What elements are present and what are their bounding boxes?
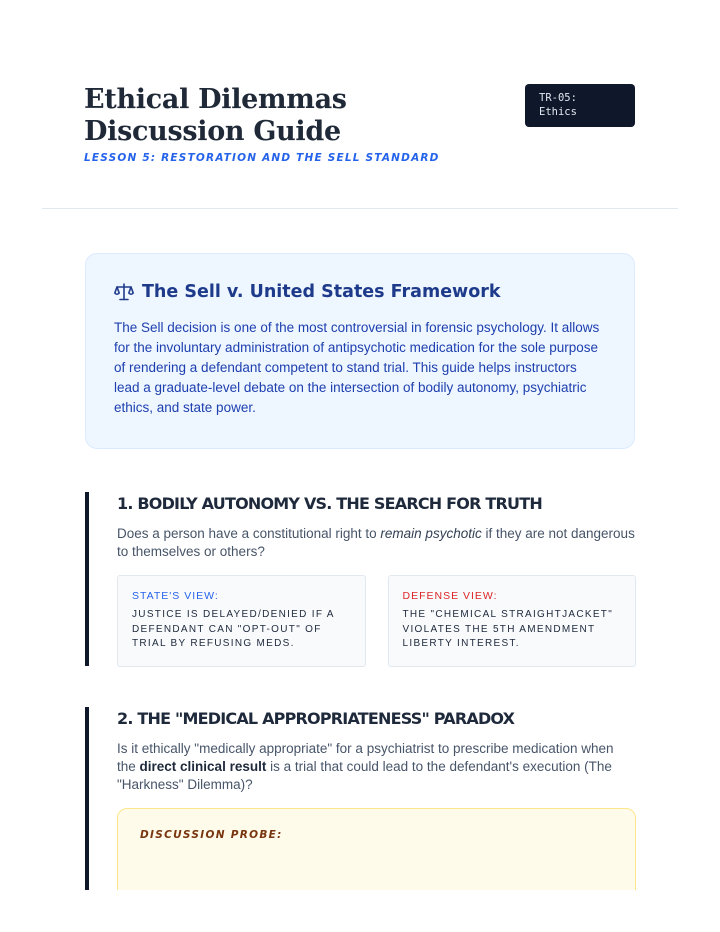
section-heading: 1. BODILY AUTONOMY VS. THE SEARCH FOR TRUTH <box>117 494 542 513</box>
discussion-probe-box <box>117 808 636 890</box>
section-medical-appropriateness <box>85 707 636 890</box>
section-question <box>117 740 636 794</box>
course-code-line2: Ethics <box>539 106 577 118</box>
question-emphasis: remain psychotic <box>380 526 482 541</box>
question-text: Does a person have a constitutional right to <box>117 526 381 541</box>
page-title: Ethical Dilemmas Discussion Guide <box>84 84 347 147</box>
discussion-probe-label: DISCUSSION PROBE: <box>140 829 283 841</box>
intro-body: The Sell decision is one of the most controversial in forensic psychology. It allows for the involuntary administration of antipsychotic medication for the sole purpose of rendering a defendant competent to stand trial. This guide helps instructors lead a graduate-level debate on the intersection of bodily autonomy, psychiatric ethics, and state power. <box>114 320 600 415</box>
lesson-subtitle: LESSON 5: RESTORATION AND THE SELL STANDARD <box>84 152 440 164</box>
defense-view-label: DEFENSE VIEW: <box>402 590 498 602</box>
state-view-text: JUSTICE IS DELAYED/DENIED IF A DEFENDANT CAN "OPT-OUT" OF TRIAL BY REFUSING MEDS. <box>132 609 335 649</box>
header-divider <box>42 208 678 209</box>
question-text: is a trial that could lead to the defendant's execution (The "Harkness" Dilemma)? <box>117 759 612 792</box>
state-view-card <box>117 575 366 667</box>
section-heading: 2. THE "MEDICAL APPROPRIATENESS" PARADOX <box>117 709 515 728</box>
section-bodily-autonomy <box>85 492 636 666</box>
question-text: Is it ethically "medically appropriate" for a psychiatrist to prescribe medication when the <box>117 741 614 774</box>
course-code-badge <box>525 84 635 127</box>
defense-view-text: THE "CHEMICAL STRAIGHTJACKET" VIOLATES THE 5TH AMENDMENT LIBERTY INTEREST. <box>402 609 614 649</box>
intro-callout <box>85 253 635 449</box>
scales-icon <box>114 283 134 301</box>
course-code-line1: TR-05: <box>539 92 577 104</box>
intro-heading <box>114 282 606 302</box>
section-question <box>117 525 636 561</box>
defense-view-card <box>388 575 637 667</box>
viewpoint-cards <box>117 575 636 667</box>
question-strong: direct clinical result <box>139 759 267 774</box>
state-view-label: STATE'S VIEW: <box>132 590 219 602</box>
question-text: if they are not dangerous to themselves or others? <box>117 526 635 559</box>
intro-title: The Sell v. United States Framework <box>142 282 501 302</box>
